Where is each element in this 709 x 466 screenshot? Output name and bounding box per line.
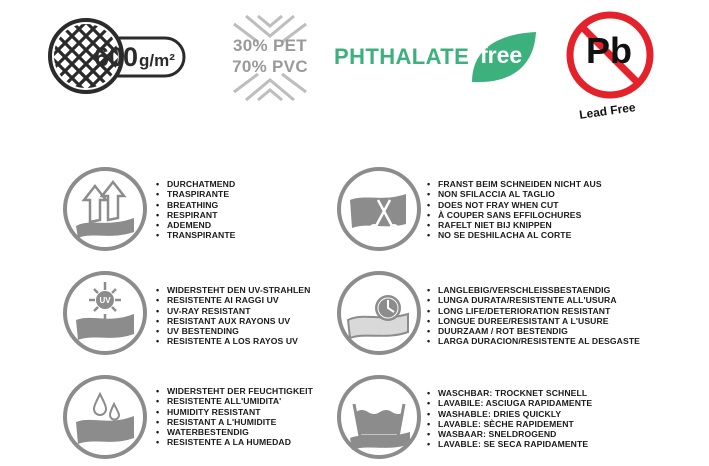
list-item: • LANGLEBIG/VERSCHLEISSBESTAENDIG bbox=[427, 285, 640, 295]
list-item: • DUURZAAM / ROT BESTENDIG bbox=[427, 326, 640, 336]
list-item: • DURCHATMEND bbox=[156, 179, 236, 189]
list-item: • BREATHING bbox=[156, 200, 236, 210]
list-item: • NO SE DESHILACHA AL CORTE bbox=[427, 230, 602, 240]
list-item: • LAVABLE: SÈCHE RAPIDEMENT bbox=[427, 419, 592, 429]
list-item: • RESISTENTE ALL'UMIDITA' bbox=[156, 396, 313, 406]
list-item: • HUMIDITY RESISTANT bbox=[156, 407, 313, 417]
list-item: • WASCHBAR: TROCKNET SCHNELL bbox=[427, 388, 592, 398]
scissors-cut-icon bbox=[336, 166, 422, 252]
list-item: • DOES NOT FRAY WHEN CUT bbox=[427, 200, 602, 210]
list-item: • LUNGA DURATA/RESISTENTE ALL'USURA bbox=[427, 295, 640, 305]
list-item: • NON SFILACCIA AL TAGLIO bbox=[427, 189, 602, 199]
phthalate-free-badge bbox=[332, 30, 537, 88]
lead-free-badge bbox=[555, 8, 667, 126]
list-item: • TRANSPIRANTE bbox=[156, 230, 236, 240]
feature-list-long-life bbox=[427, 285, 640, 347]
uv-label: UV bbox=[99, 296, 111, 305]
list-item: • WASHABLE: DRIES QUICKLY bbox=[427, 409, 592, 419]
list-item: • WIDERSTEHT DEN UV-STRAHLEN bbox=[156, 285, 310, 295]
list-item: • ADEMEND bbox=[156, 220, 236, 230]
material-badge bbox=[224, 12, 316, 104]
list-item: • FRANST BEIM SCHNEIDEN NICHT AUS bbox=[427, 179, 602, 189]
list-item: • UV BESTENDING bbox=[156, 326, 310, 336]
list-item: • LAVABLE: SE SECA RAPIDAMENTE bbox=[427, 439, 592, 449]
weight-unit: g/m² bbox=[139, 51, 175, 70]
weight-badge bbox=[46, 14, 188, 98]
feature-list-uv bbox=[156, 285, 310, 347]
list-item: • RESISTENTE A LOS RAYOS UV bbox=[156, 336, 310, 346]
feature-list-breathing bbox=[156, 179, 236, 241]
list-item: • LAVABILE: ASCIUGA RAPIDAMENTE bbox=[427, 398, 592, 408]
list-item: • LARGA DURACION/RESISTENTE AL DESGASTE bbox=[427, 336, 640, 346]
free-text: free bbox=[480, 42, 523, 68]
uv-sun-icon bbox=[62, 270, 148, 356]
clock-durability-icon bbox=[336, 270, 422, 356]
list-item: • WATERBESTENDIG bbox=[156, 427, 313, 437]
list-item: • LONG LIFE/DETERIORATION RESISTANT bbox=[427, 306, 640, 316]
list-item: • RESISTANT A L'HUMIDITE bbox=[156, 417, 313, 427]
phthalate-text: PHTHALATE bbox=[334, 44, 470, 69]
lead-symbol: Pb bbox=[585, 30, 632, 71]
lead-free-caption: Lead Free bbox=[578, 100, 637, 122]
list-item: • RESISTENTE AI RAGGI UV bbox=[156, 295, 310, 305]
material-line-pvc: 70% PVC bbox=[232, 57, 308, 76]
list-item: • WASBAAR: SNELDROGEND bbox=[427, 429, 592, 439]
list-item: • LONGUE DUREE/RESISTANT A L'USURE bbox=[427, 316, 640, 326]
list-item: • RAFELT NIET BIJ KNIPPEN bbox=[427, 220, 602, 230]
material-line-pet: 30% PET bbox=[233, 36, 307, 55]
feature-list-washable bbox=[427, 388, 592, 450]
breathing-arrows-icon bbox=[62, 166, 148, 252]
washing-tub-icon bbox=[336, 374, 422, 460]
list-item: • WIDERSTEHT DER FEUCHTIGKEIT bbox=[156, 386, 313, 396]
list-item: • À COUPER SANS EFFILOCHURES bbox=[427, 210, 602, 220]
feature-list-no-fray bbox=[427, 179, 602, 241]
list-item: • RESISTANT AUX RAYONS UV bbox=[156, 316, 310, 326]
list-item: • RESISTENTE A LA HUMEDAD bbox=[156, 437, 313, 447]
list-item: • TRASPIRANTE bbox=[156, 189, 236, 199]
list-item: • UV-RAY RESISTANT bbox=[156, 306, 310, 316]
water-drops-icon bbox=[62, 374, 148, 460]
weight-number: 600 bbox=[94, 42, 138, 72]
feature-list-humidity bbox=[156, 386, 313, 448]
list-item: • RESPIRANT bbox=[156, 210, 236, 220]
